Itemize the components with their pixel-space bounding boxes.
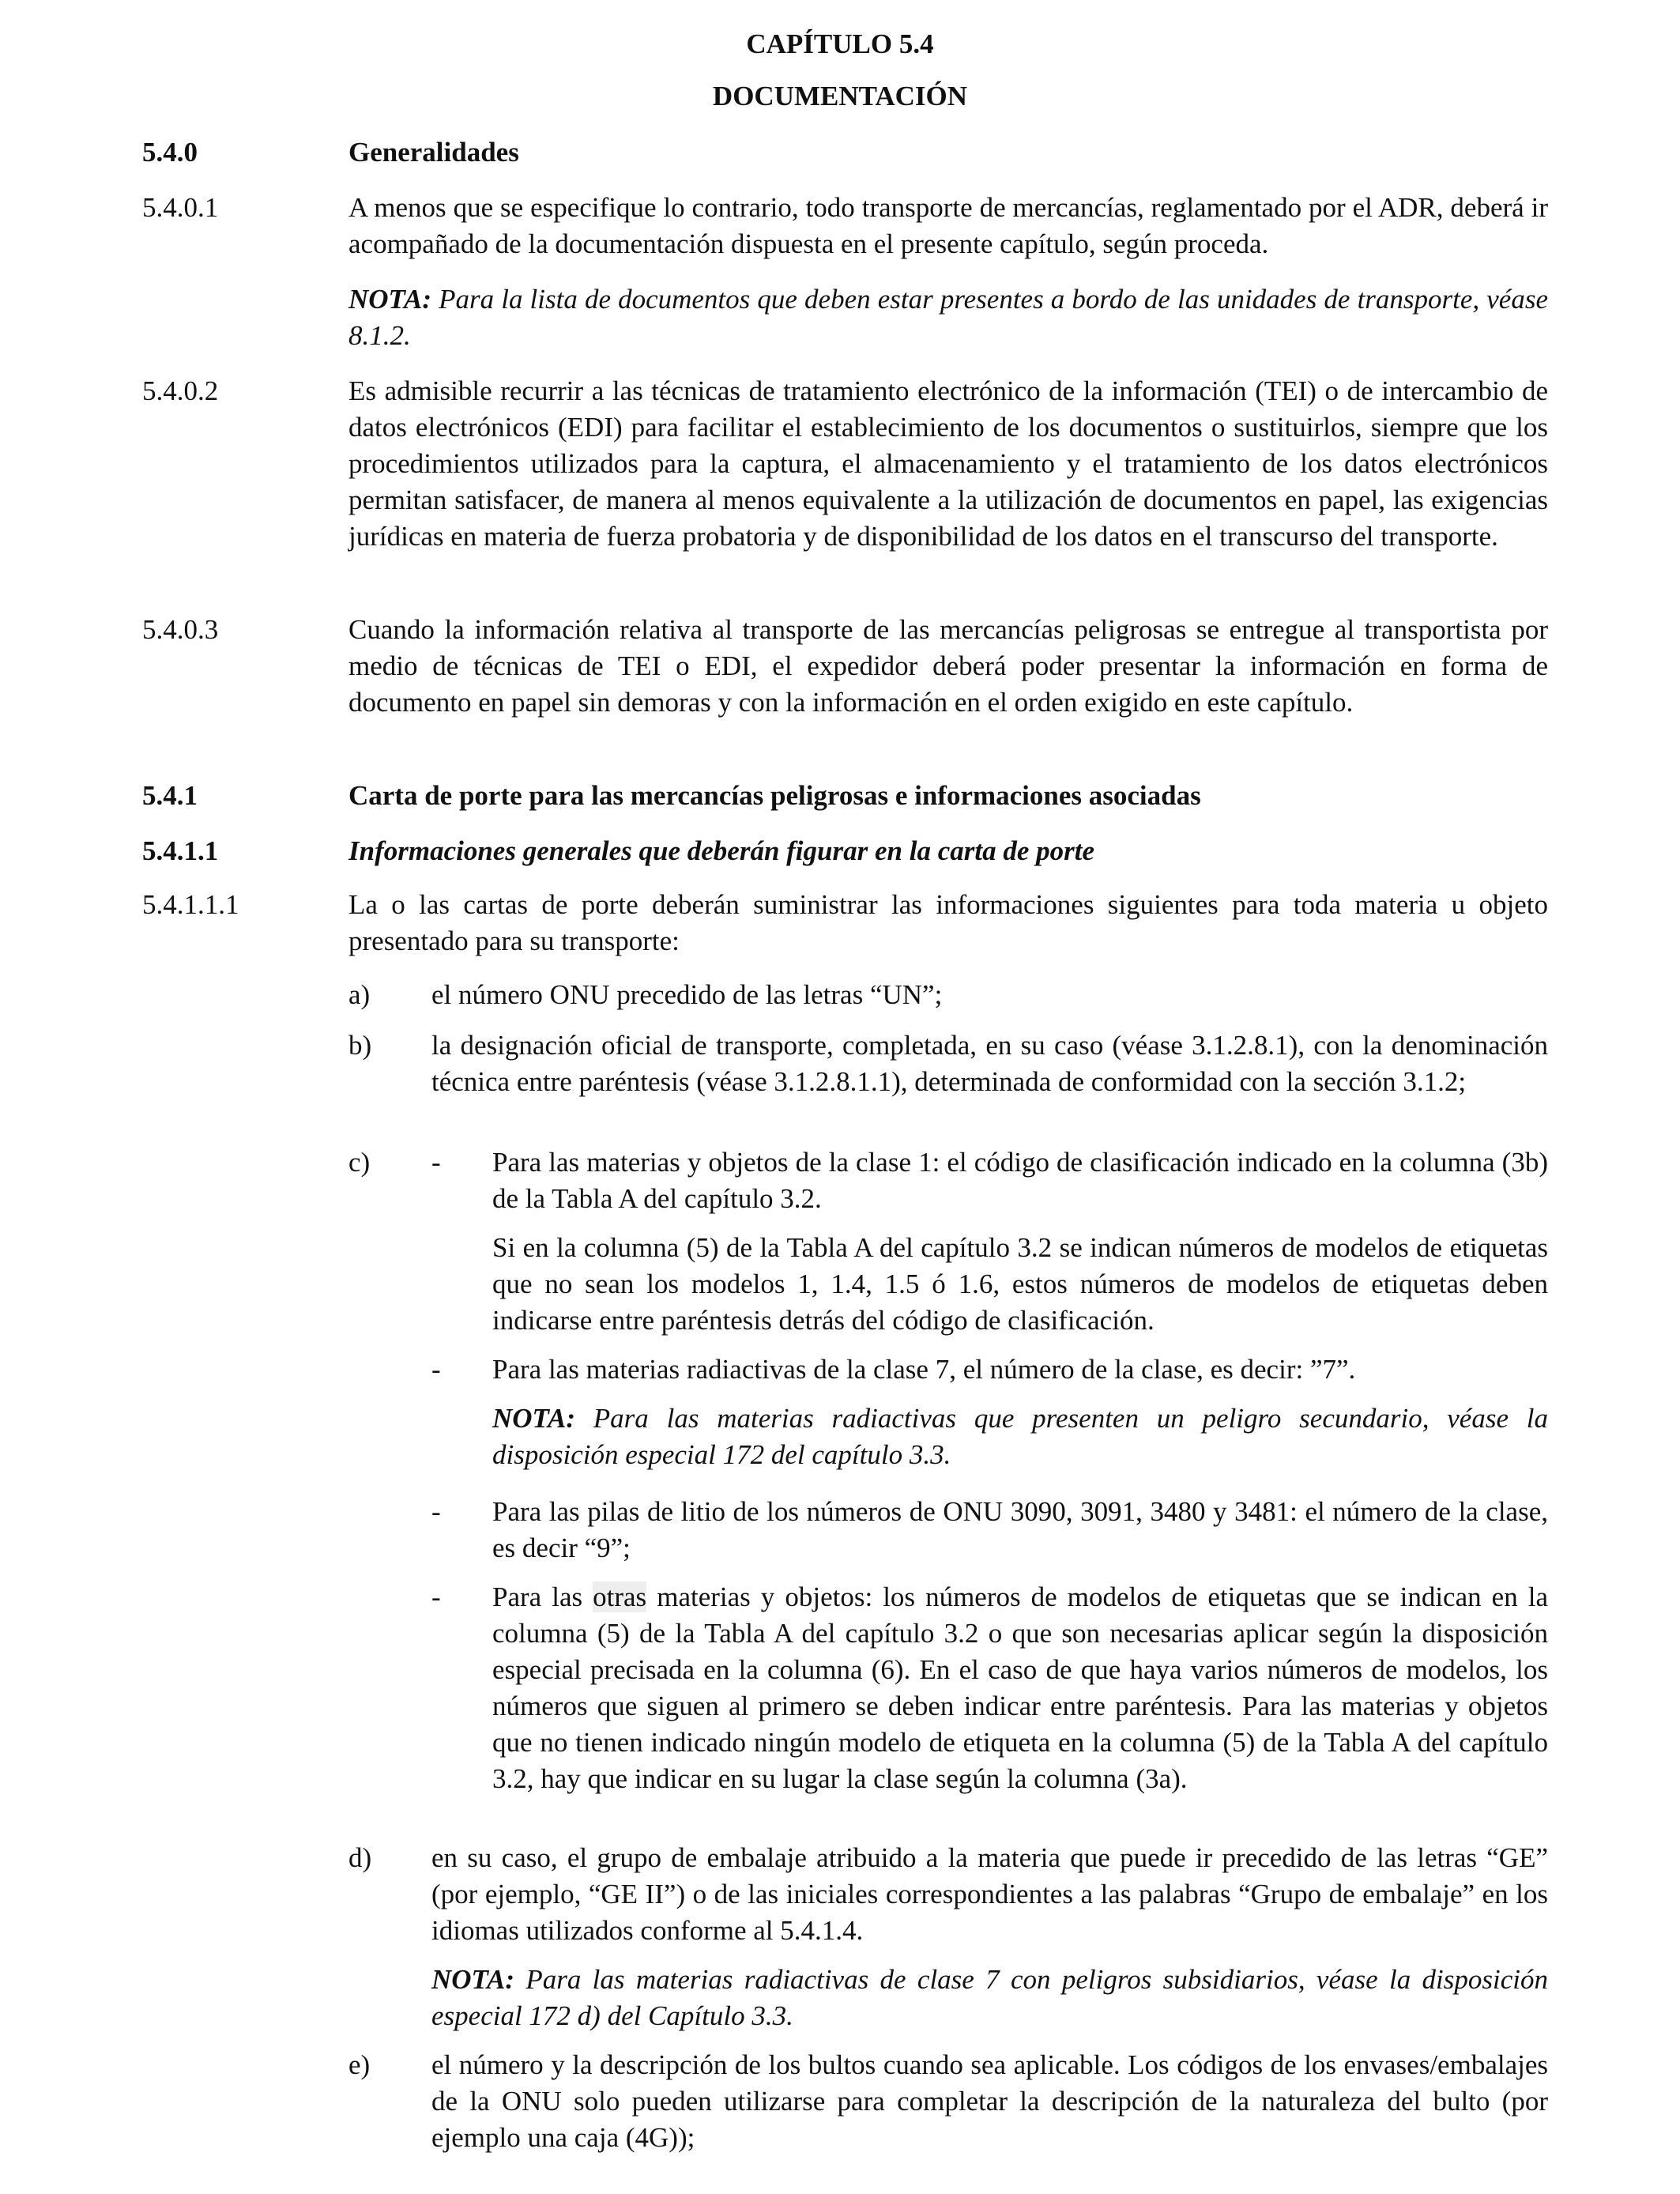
chapter-title: DOCUMENTACIÓN (712, 81, 968, 111)
list-dash: - (431, 1496, 441, 1527)
text-run: Para las (492, 1581, 593, 1612)
list-item-d: en su caso, el grupo de embalaje atribuido a la materia que puede ir precedido de las letras “GE” (por ejemplo, “GE II”) o de las iniciales correspondientes a las palabras “Grupo de embalaje” en los idiomas utilizados conforme al 5.4.1.4. (431, 1842, 1548, 1946)
section-heading-5-4-1-1: Informaciones generales que deberán figurar en la carta de porte (348, 835, 1095, 866)
section-heading-5-4-0: Generalidades (348, 137, 519, 168)
list-label-b: b) (348, 1030, 372, 1061)
note-5-4-0-1 (348, 281, 1548, 354)
list-label-c: c) (348, 1147, 371, 1178)
list-label-e: e) (348, 2049, 371, 2080)
note-label: NOTA: (492, 1403, 575, 1434)
paragraph-5-4-0-3: Cuando la información relativa al transporte de las mercancías peligrosas se entregue al transportista por medio de técnicas de TEI o EDI, el expedidor deberá poder presentar la información en forma de documento en papel sin demoras y con la información en el orden exigido en este capítulo. (348, 614, 1548, 718)
list-label-d: d) (348, 1842, 372, 1873)
paragraph-number-5-4-0-1: 5.4.0.1 (142, 192, 219, 223)
list-item-c-other (492, 1579, 1548, 1797)
note-label: NOTA: (431, 1964, 514, 1995)
section-number-5-4-1-1: 5.4.1.1 (142, 835, 219, 866)
list-dash: - (431, 1147, 441, 1178)
list-item-c-class-1: Para las materias y objetos de la clase 1: el código de clasificación indicado en la columna (3b) de la Tabla A del capítulo 3.2. (492, 1147, 1548, 1214)
note-label: NOTA: (348, 284, 431, 315)
section-number-5-4-0: 5.4.0 (142, 137, 198, 168)
list-item-b: la designación oficial de transporte, completada, en su caso (véase 3.1.2.8.1), con la denominación técnica entre paréntesis (véase 3.1.2.8.1.1), determinada de conformidad con la sección 3.1.2; (431, 1030, 1548, 1097)
highlighted-word: otras (593, 1581, 647, 1612)
section-heading-5-4-1: Carta de porte para las mercancías peligrosas e informaciones asociadas (348, 780, 1201, 811)
list-dash: - (431, 1581, 441, 1612)
note-packing-group (431, 1962, 1548, 2034)
note-text: Para la lista de documentos que deben estar presentes a bordo de las unidades de transporte, véase 8.1.2. (348, 284, 1548, 351)
chapter-number: CAPÍTULO 5.4 (746, 28, 934, 59)
list-dash: - (431, 1354, 441, 1385)
text-run: materias y objetos: los números de modelos de etiquetas que se indican en la columna (5) de la Tabla A del capítulo 3.2 o que son necesarias aplicar según la disposición especial precisada en la columna (6). En el caso de que haya varios números de modelos, los números que siguen al primero se deben indicar entre paréntesis. Para las materias y objetos que no tienen indicado ningún modelo de etiqueta en la columna (5) de la Tabla A del capítulo 3.2, hay que indicar en su lugar la clase según la columna (3a). (492, 1581, 1548, 1794)
paragraph-number-5-4-0-2: 5.4.0.2 (142, 375, 219, 406)
paragraph-number-5-4-0-3: 5.4.0.3 (142, 614, 219, 645)
list-item-e: el número y la descripción de los bultos cuando sea aplicable. Los códigos de los envases/embalajes de la ONU solo pueden utilizarse para completar la descripción de la naturaleza del bulto (por ejemplo una caja (4G)); (431, 2049, 1548, 2153)
paragraph-number-5-4-1-1-1: 5.4.1.1.1 (142, 889, 239, 920)
note-text: Para las materias radiactivas que presenten un peligro secundario, véase la disposición especial 172 del capítulo 3.3. (492, 1403, 1548, 1470)
list-item-c-lithium: Para las pilas de litio de los números de ONU 3090, 3091, 3480 y 3481: el número de la clase, es decir “9”; (492, 1496, 1548, 1563)
list-item-c-class-7: Para las materias radiactivas de la clase 7, el número de la clase, es decir: ”7”. (492, 1354, 1356, 1385)
list-item-a: el número ONU precedido de las letras “UN”; (431, 979, 943, 1010)
note-text: Para las materias radiactivas de clase 7 con peligros subsidiarios, véase la disposición especial 172 d) del Capítulo 3.3. (431, 1964, 1548, 2031)
section-number-5-4-1: 5.4.1 (142, 780, 198, 811)
list-item-c-class-1-labels: Si en la columna (5) de la Tabla A del capítulo 3.2 se indican números de modelos de etiquetas que no sean los modelos 1, 1.4, 1.5 ó 1.6, estos números de modelos de etiquetas deben indicarse entre paréntesis detrás del código de clasificación. (492, 1232, 1548, 1336)
list-label-a: a) (348, 979, 371, 1010)
paragraph-5-4-1-1-1: La o las cartas de porte deberán suministrar las informaciones siguientes para toda materia u objeto presentado para su transporte: (348, 889, 1548, 956)
paragraph-5-4-0-2: Es admisible recurrir a las técnicas de tratamiento electrónico de la información (TEI) o de intercambio de datos electrónicos (EDI) para facilitar el establecimiento de los documentos o sustituirlos, siempre que los procedimientos utilizados para la captura, el almacenamiento y el tratamiento de los datos electrónicos permitan satisfacer, de manera al menos equivalente a la utilización de documentos en papel, las exigencias jurídicas en materia de fuerza probatoria y de disponibilidad de los datos en el transcurso del transporte. (348, 375, 1548, 552)
paragraph-5-4-0-1: A menos que se especifique lo contrario, todo transporte de mercancías, reglamentado por el ADR, deberá ir acompañado de la documentación dispuesta en el presente capítulo, según proceda. (348, 192, 1548, 259)
note-class-7 (492, 1400, 1548, 1473)
